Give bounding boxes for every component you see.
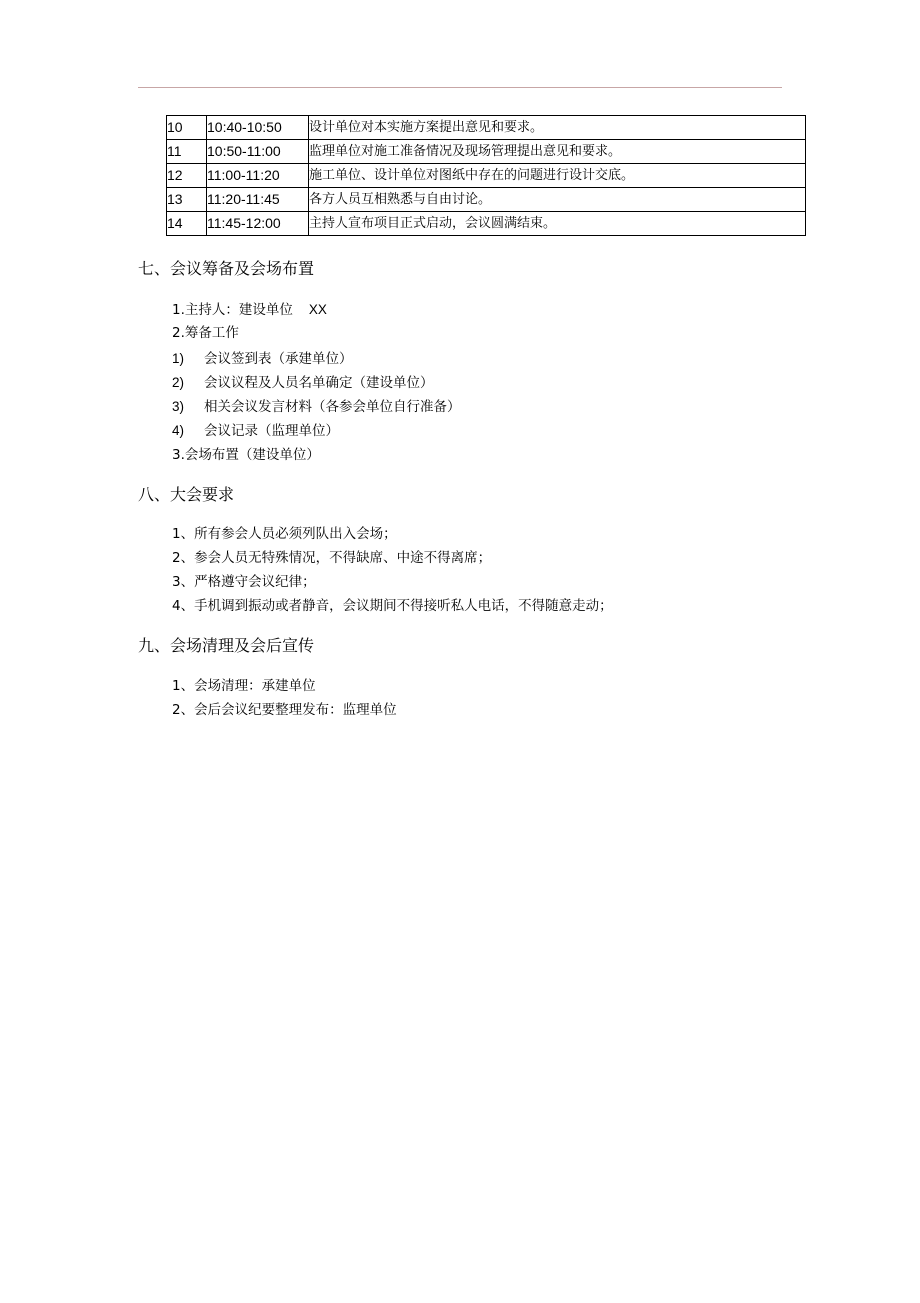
- row-time: 10:40-10:50: [207, 116, 309, 140]
- row-number: 13: [167, 188, 207, 212]
- row-description: 设计单位对本实施方案提出意见和要求。: [309, 116, 806, 140]
- requirement-item: 1、所有参会人员必须列队出入会场；: [172, 526, 397, 542]
- requirement-item: 2、参会人员无特殊情况，不得缺席、中途不得离席；: [172, 550, 492, 566]
- agenda-table: [166, 115, 806, 236]
- row-description: 各方人员互相熟悉与自由讨论。: [309, 188, 806, 212]
- host-label: 1.主持人：建设单位: [172, 302, 293, 318]
- row-time: 11:20-11:45: [207, 188, 309, 212]
- prep-item: [172, 347, 353, 367]
- row-number: 10: [167, 116, 207, 140]
- row-time: 11:45-12:00: [207, 212, 309, 236]
- cleanup-item: 2、会后会议纪要整理发布：监理单位: [172, 702, 397, 718]
- prep-item-number: 4): [172, 423, 185, 438]
- prep-item: [172, 371, 434, 391]
- prep-item-text: 会议签到表（承建单位）: [204, 351, 353, 367]
- row-time: 10:50-11:00: [207, 140, 309, 164]
- row-time: 11:00-11:20: [207, 164, 309, 188]
- cleanup-item: 1、会场清理：承建单位: [172, 678, 316, 694]
- prep-label: 2.筹备工作: [172, 325, 239, 341]
- section-9-heading: 九、会场清理及会后宣传: [138, 636, 315, 655]
- host-line: [172, 298, 327, 318]
- prep-item: [172, 395, 461, 415]
- header-rule: [138, 87, 782, 88]
- section-8-heading: 八、大会要求: [138, 485, 235, 504]
- prep-item-number: 3): [172, 399, 185, 414]
- table-row: [167, 164, 806, 188]
- prep-item-number: 1): [172, 351, 185, 366]
- table-row: [167, 188, 806, 212]
- prep-item-text: 会议议程及人员名单确定（建设单位）: [204, 375, 434, 391]
- prep-item: [172, 419, 339, 439]
- prep-item-text: 会议记录（监理单位）: [204, 423, 339, 439]
- row-description: 施工单位、设计单位对图纸中存在的问题进行设计交底。: [309, 164, 806, 188]
- row-description: 监理单位对施工准备情况及现场管理提出意见和要求。: [309, 140, 806, 164]
- row-number: 14: [167, 212, 207, 236]
- table-row: [167, 116, 806, 140]
- prep-item-text: 相关会议发言材料（各参会单位自行准备）: [204, 399, 461, 415]
- row-number: 11: [167, 140, 207, 164]
- table-row: [167, 212, 806, 236]
- table-row: [167, 140, 806, 164]
- prep-item-number: 2): [172, 375, 185, 390]
- row-number: 12: [167, 164, 207, 188]
- section-7-heading: 七、会议筹备及会场布置: [138, 259, 315, 278]
- host-value: XX: [308, 302, 327, 317]
- venue-line: 3.会场布置（建设单位）: [172, 447, 320, 463]
- row-description: 主持人宣布项目正式启动，会议圆满结束。: [309, 212, 806, 236]
- requirement-item: 4、手机调到振动或者静音，会议期间不得接听私人电话，不得随意走动；: [172, 598, 613, 614]
- requirement-item: 3、严格遵守会议纪律；: [172, 574, 316, 590]
